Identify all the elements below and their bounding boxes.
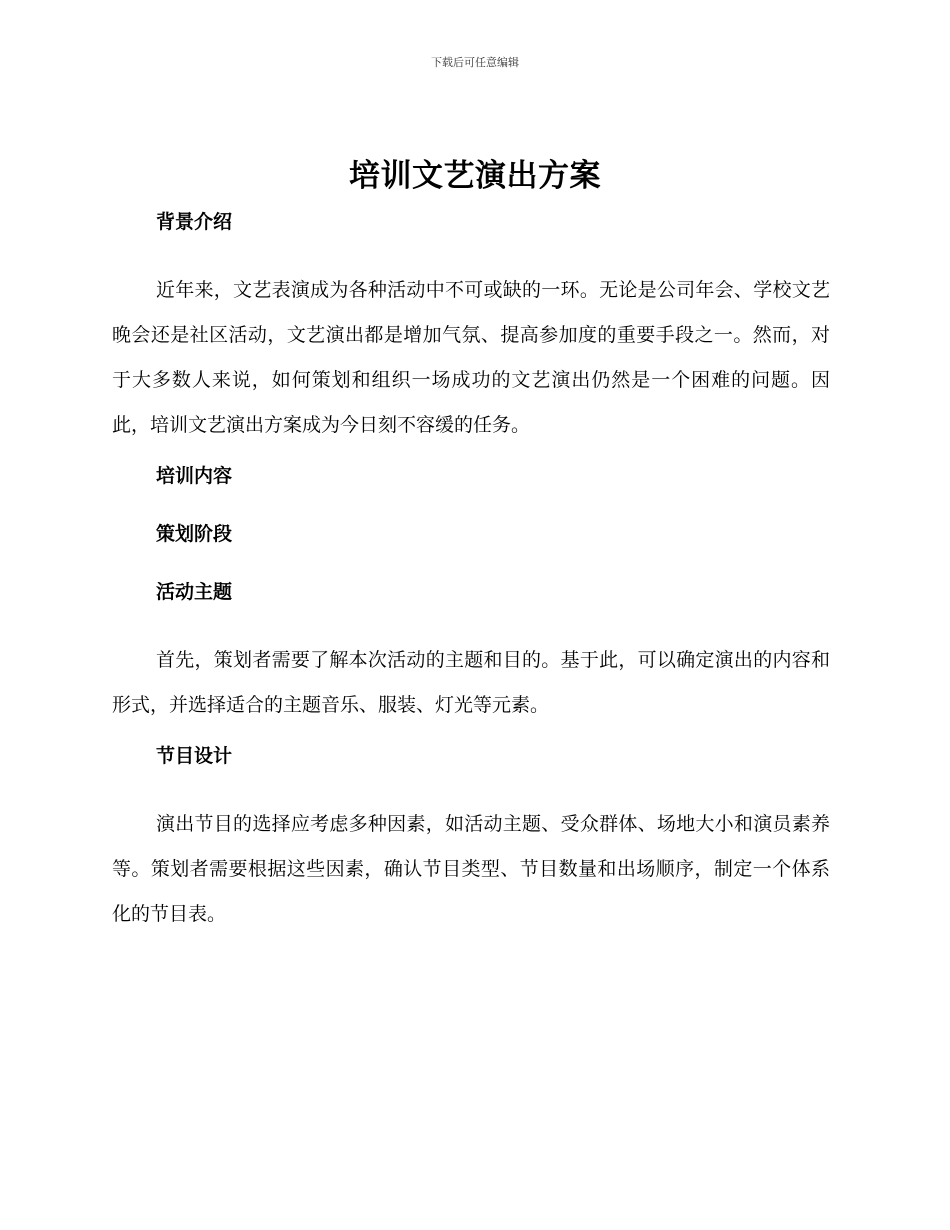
section-heading-background: 背景介绍 xyxy=(156,211,233,233)
header-note: 下载后可任意编辑 xyxy=(431,56,519,69)
section-heading-training: 培训内容 xyxy=(156,465,233,487)
section-heading-theme: 活动主题 xyxy=(156,581,233,603)
paragraph-theme: 首先，策划者需要了解本次活动的主题和目的。基于此，可以确定演出的内容和形式，并选择适合的主题音乐、服装、灯光等元素。 xyxy=(112,649,830,716)
document-body xyxy=(112,204,830,947)
paragraph-program: 演出节目的选择应考虑多种因素，如活动主题、受众群体、场地大小和演员素养等。策划者需要根据这些因素，确认节目类型、节目数量和出场顺序，制定一个体系化的节目表。 xyxy=(112,813,830,925)
page-title: 培训文艺演出方案 xyxy=(349,158,601,194)
section-heading-planning: 策划阶段 xyxy=(156,523,233,545)
paragraph-background: 近年来，文艺表演成为各种活动中不可或缺的一环。无论是公司年会、学校文艺晚会还是社区活动，文艺演出都是增加气氛、提高参加度的重要手段之一。然而，对于大多数人来说，如何策划和组织一场成功的文艺演出仍然是一个困难的问题。因此，培训文艺演出方案成为今日刻不容缓的任务。 xyxy=(112,279,830,436)
section-heading-program: 节目设计 xyxy=(156,745,233,767)
